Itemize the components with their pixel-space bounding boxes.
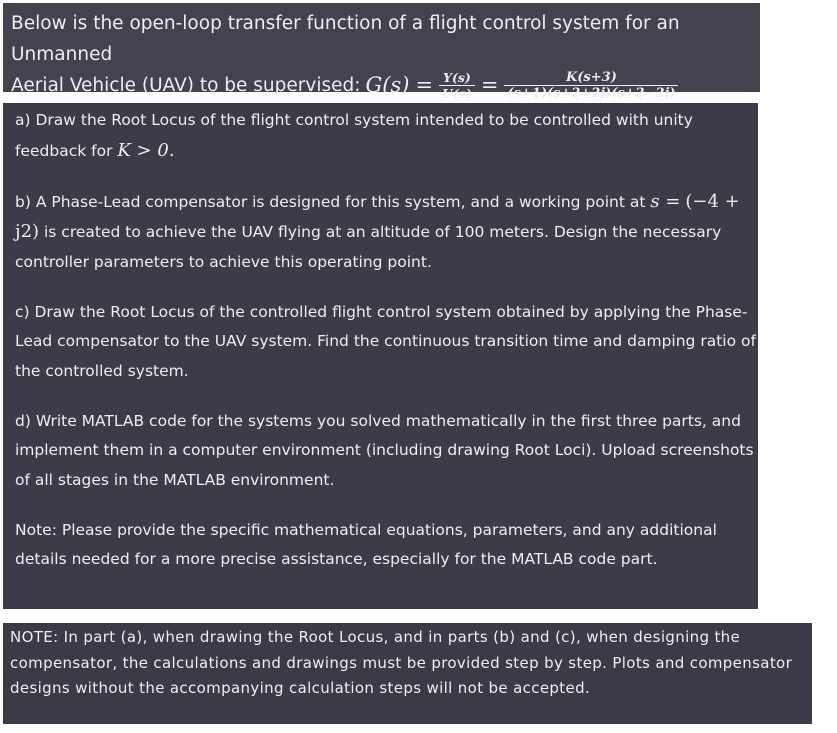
part-b-math-2: (−4 + j2): [15, 190, 740, 242]
part-b-text-2: is created to achieve the UAV flying at an altitude of 100 meters. Design the necessary controller parameters to achieve this operating point.: [15, 223, 722, 271]
part-d: d) Write MATLAB code for the systems you solved mathematically in the first three parts, and implement them in a computer environment (including drawing Root Loci). Upload screenshots of all stages in the MATLAB environment.: [15, 411, 754, 489]
part-a-text: a) Draw the Root Locus of the flight control system intended to be controlled with unity feedback for: [15, 111, 693, 160]
intro-line-2-text: Aerial Vehicle (UAV) to be supervised:: [11, 75, 361, 96]
tf-numerator: K(s+3): [565, 70, 617, 85]
part-c: c) Draw the Root Locus of the controlled flight control system obtained by applying the Phase-Lead compensator to the UAV system. Find the continuous transition time and damping ratio of the controlled system.: [15, 302, 756, 380]
transfer-function-symbol: G(s): [365, 73, 410, 97]
ratio-denominator: U(s): [442, 86, 472, 101]
equals-sign-2: =: [480, 73, 499, 97]
output-input-ratio: [439, 71, 475, 100]
part-a: [15, 106, 758, 166]
tf-denominator: (s+1)(s+2+2j)(s+2−2j): [507, 86, 676, 101]
questions-panel: [3, 103, 758, 609]
part-b-text-1: b) A Phase-Lead compensator is designed for this system, and a working point at: [15, 192, 646, 211]
equals-sign-1: =: [415, 73, 434, 97]
ratio-numerator: Y(s): [443, 70, 471, 85]
problem-intro-panel: [3, 3, 760, 101]
part-note: Note: Please provide the specific mathematical equations, parameters, and any additional details needed for a more precise assistance, especially for the MATLAB code part.: [15, 520, 717, 568]
grading-note-panel: [3, 623, 812, 724]
grading-note-text: NOTE: In part (a), when drawing the Root Locus, and in parts (b) and (c), when designing the compensator, the calculations and drawings must be provided step by step. Plots and compensator designs without the accompanying calculation steps will not be accepted.: [10, 628, 793, 697]
part-b-math-1: s =: [650, 190, 681, 212]
transfer-function-fraction: [504, 71, 678, 100]
part-a-math: K > 0.: [117, 139, 175, 161]
part-b: [15, 187, 758, 278]
intro-line-1: Below is the open-loop transfer function of a flight control system for an Unmanned: [11, 13, 680, 65]
intro-line-2: [11, 70, 760, 101]
